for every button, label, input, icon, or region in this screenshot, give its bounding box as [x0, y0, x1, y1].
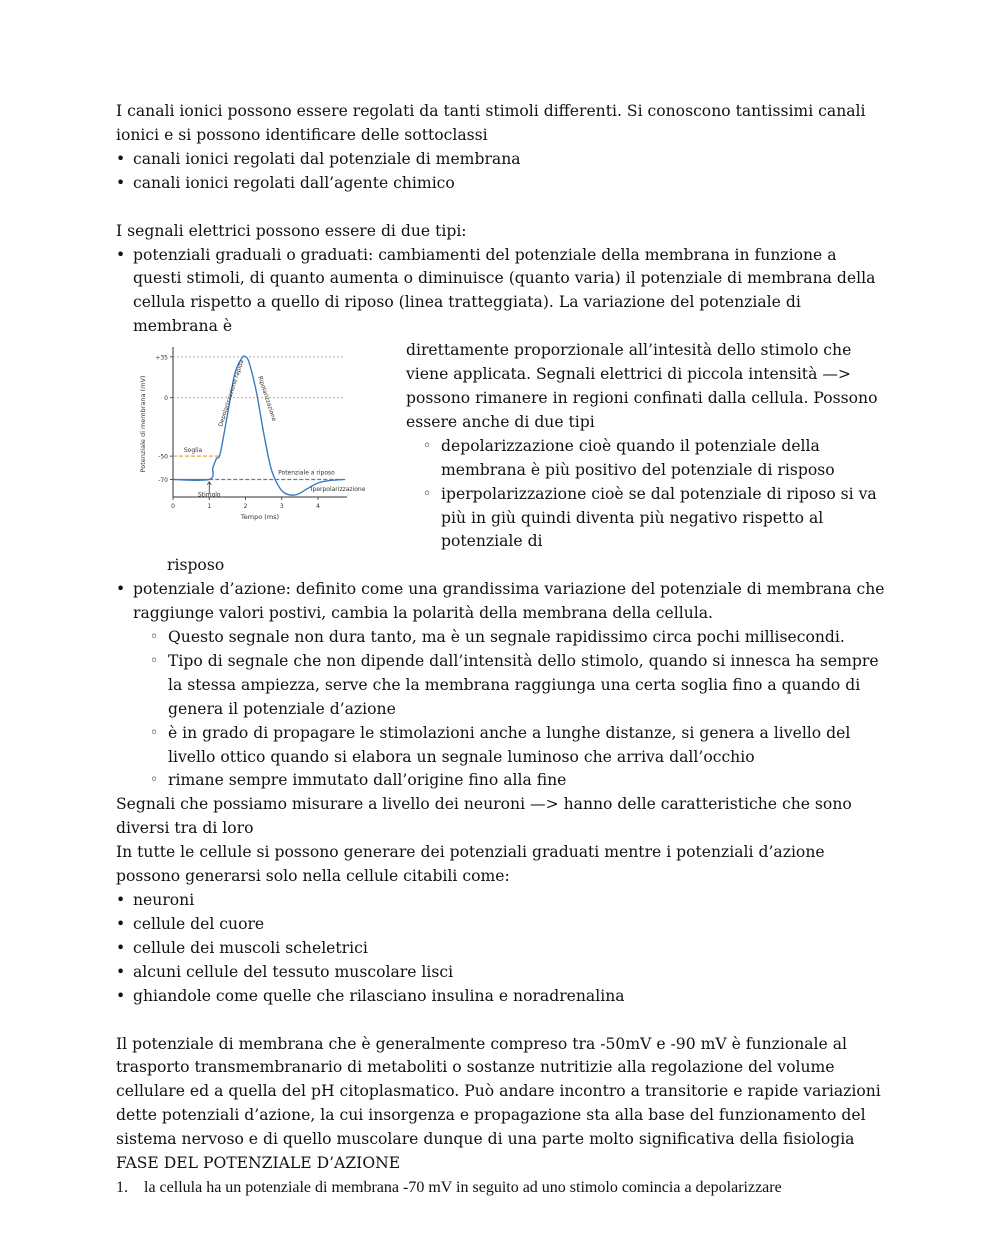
figure-row [116, 339, 888, 554]
x-tick-label: 2 [243, 503, 248, 511]
azione-text: potenziale d’azione: definito come una grandissima variazione del potenziale di membrana che raggiunge valori postivi, cambia la polarità della membrana della cellula. [133, 580, 885, 623]
resting-label: Potenziale a riposo [278, 469, 335, 477]
section-heading: FASE DEL POTENZIALE D’AZIONE [116, 1154, 401, 1173]
y-tick-label: 0 [164, 395, 168, 403]
risposo-line: risposo [167, 556, 225, 575]
sublist-item: ◦ rimane sempre immutato dall’origine fino alla fine [150, 769, 888, 793]
x-tick-label: 3 [279, 503, 284, 511]
membrane-paragraph: Il potenziale di membrana che è generalmente compreso tra -50mV e -90 mV è funzionale al trasporto transmembranario di metaboliti o sostanze nutritizie alla regolazione del volume cellulare ed a quella del pH citoplasmatico. Può andare incontro a transitorie e rapide variazioni dette potenziali d’azione, la cui insorgenza e propagazione sta alla base del funzionamento del sistema nervoso e di quello muscolare dunque di una parte molto significativa della fisiologia [116, 1034, 881, 1149]
graduali-sublist [406, 435, 888, 555]
list-item: • canali ionici regolati dall’agente chimico [116, 172, 888, 196]
sublist-item: ◦ depolarizzazione cioè quando il potenziale della membrana è più positivo del potenziale di risposo [423, 435, 888, 483]
depolarization-label: Depolarizzazione rapida [218, 359, 246, 428]
list-item: • cellule dei muscoli scheletrici [116, 937, 888, 961]
intro-list [116, 148, 888, 196]
list-item: • neuroni [116, 889, 888, 913]
graduali-text: potenziali graduali o graduati: cambiamenti del potenziale della membrana in funzione a questi stimoli, di quanto aumenta o diminuisce (quanto varia) il potenziale di membrana della cellula rispetto a quello di riposo (linea tratteggiata). La variazione del potenziale di membrana è [133, 245, 876, 336]
y-tick-label: +35 [155, 354, 168, 362]
y-tick-label: -70 [158, 477, 168, 485]
list-item [116, 1176, 888, 1200]
phase-list [116, 1176, 888, 1200]
threshold-label: Soglia [183, 447, 203, 455]
x-axis-label: Tempo (ms) [240, 513, 280, 522]
document-page [116, 100, 888, 1200]
list-number: 1. [116, 1178, 128, 1196]
list-item: • alcuni cellule del tessuto muscolare lisci [116, 961, 888, 985]
chart-svg [133, 339, 365, 524]
neuron-paragraph-1: Segnali che possiamo misurare a livello dei neuroni —> hanno delle caratteristiche che sono diversi tra di loro [116, 795, 852, 838]
intro-paragraph: I canali ionici possono essere regolati da tanti stimoli differenti. Si conoscono tantissimi canali ionici e si possono identificare delle sottoclassi [116, 102, 866, 144]
list-item: • cellule del cuore [116, 913, 888, 937]
azione-sublist [133, 626, 888, 793]
stimulus-label: Stimolo [197, 491, 221, 499]
cell-list [116, 889, 888, 1009]
sublist-item: ◦ Questo segnale non dura tanto, ma è un segnale rapidissimo circa pochi millisecondi. [150, 626, 888, 650]
hyperpolarization-label: Iperpolarizzazione [310, 486, 365, 494]
y-axis-label: Potenziale di membrana (mV) [139, 375, 147, 473]
list-text: la cellula ha un potenziale di membrana -70 mV in seguito ad uno stimolo comincia a depolarizzare [144, 1178, 782, 1196]
neuron-paragraph-2: In tutte le cellule si possono generare dei potenziali graduati mentre i potenziali d’azione possono generarsi solo nella cellule citabili come: [116, 843, 825, 886]
signals-paragraph: I segnali elettrici possono essere di due tipi: [116, 221, 467, 240]
signals-list [116, 244, 888, 794]
sublist-item: ◦ è in grado di propagare le stimolazioni anche a lunghe distanze, si genera a livello del livello ottico quando si elabora un segnale luminoso che arriva dall’occhio [150, 722, 888, 770]
list-item-azione [116, 578, 888, 793]
graduali-continuation: direttamente proporzionale all’intesità dello stimolo che viene applicata. Segnali elettrici di piccola intensità —> possono rimanere in regioni confinati dalla cellula. Possono essere anche di due tipi [406, 341, 878, 431]
sublist-item: ◦ iperpolarizzazione cioè se dal potenziale di riposo si va più in giù quindi diventa più negativo rispetto al potenziale di [423, 483, 888, 555]
list-item-graduali [116, 244, 888, 579]
figure-side-text [406, 339, 888, 554]
list-item: • canali ionici regolati dal potenziale di membrana [116, 148, 888, 172]
sublist-item: ◦ Tipo di segnale che non dipende dall’intensità dello stimolo, quando si innesca ha sempre la stessa ampiezza, serve che la membrana raggiunga una certa soglia fino a quando di genera il potenziale d’azione [150, 650, 888, 722]
x-tick-label: 0 [171, 503, 175, 511]
x-tick-label: 1 [207, 503, 212, 511]
x-tick-label: 4 [316, 503, 320, 511]
list-item: • ghiandole come quelle che rilasciano insulina e noradrenalina [116, 985, 888, 1009]
action-potential-chart [133, 339, 389, 524]
y-tick-label: -50 [158, 453, 168, 461]
repolarization-label: Ripolarizzazione [256, 375, 277, 423]
